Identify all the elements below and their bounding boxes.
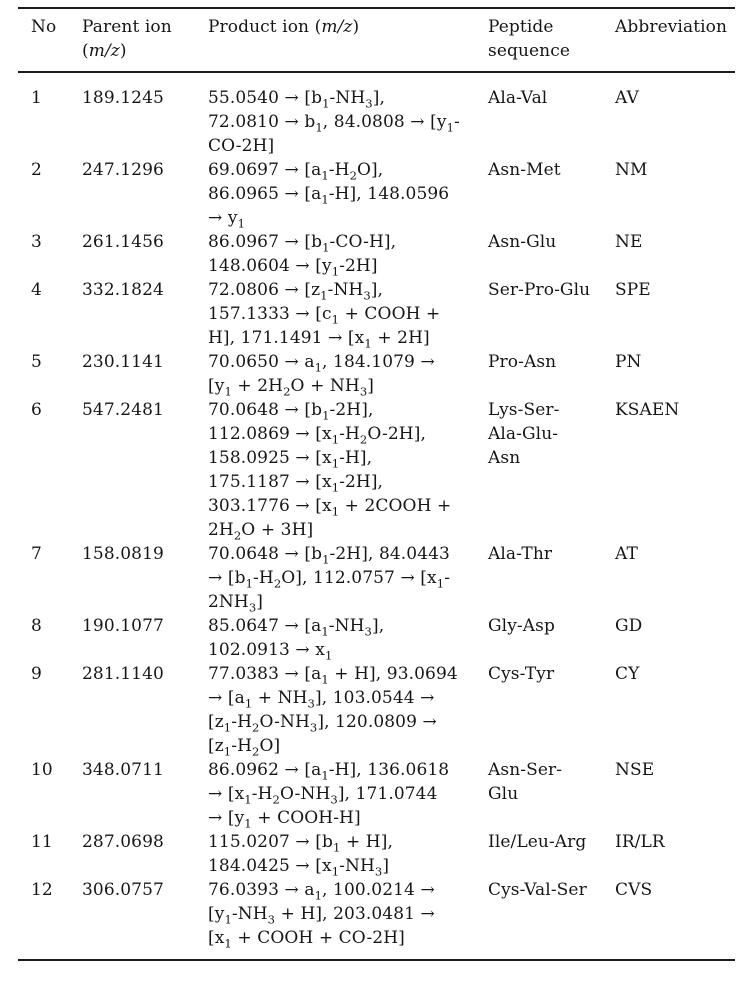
row-number-cell: 3 xyxy=(31,232,42,252)
table-header xyxy=(18,7,735,73)
table-row xyxy=(18,278,735,350)
col-header-abbreviation: Abbreviation xyxy=(615,17,728,37)
abbreviation-cell: AV xyxy=(615,88,639,108)
abbreviation-cell: NM xyxy=(615,160,648,180)
product-ion-cell: $70.0648 \to [b_1-2H]$, $112.0869 \to [x_1-H_2O-2H]$, $158.0925 \to [x_1-H]$, $175.1187 \to [x_1-2H]$, $303.1776 \to [x_1$ + 2COOH + $2H_2O + 3H$] xyxy=(208,400,452,543)
parent-ion-cell: 281.1140 xyxy=(82,664,164,684)
paren-close: ) xyxy=(119,41,127,61)
paren-open: ( xyxy=(314,17,322,37)
abbreviation-cell: GD xyxy=(615,616,643,636)
table-row xyxy=(18,230,735,278)
parent-ion-cell: 261.1456 xyxy=(82,232,164,252)
row-number-cell: 9 xyxy=(31,664,42,684)
col-header-product-ion xyxy=(208,15,488,39)
parent-ion-cell: 158.0819 xyxy=(82,544,164,564)
table-row xyxy=(18,350,735,398)
row-number-cell: 4 xyxy=(31,280,42,300)
product-ion-cell: $77.0383 \to [a_1 + H]$, 93.0694 → $[a_1 + NH_3]$, 103.0544 → $[z_1-H_2O-NH_3]$, 120.0809 → $[z_1-H_2O]$ xyxy=(208,664,458,759)
abbreviation-cell: NSE xyxy=(615,760,655,780)
peptide-sequence-cell: Lys-Ser- Ala-Glu- Asn xyxy=(488,400,560,468)
row-number-cell: 2 xyxy=(31,160,42,180)
peptide-sequence-cell: Ala-Thr xyxy=(488,544,553,564)
parent-ion-cell: 332.1824 xyxy=(82,280,164,300)
table-row xyxy=(18,398,735,542)
peptide-sequence-cell: Asn-Ser- Glu xyxy=(488,760,563,804)
product-ion-cell: $70.0648 \to [b_1-2H]$, 84.0443 → $[b_1-H_2O]$, $112.0757 \to [x_1-$ $2NH_3$] xyxy=(208,544,451,615)
parent-ion-header-label: Parent ion xyxy=(82,17,172,37)
product-ion-cell: $55.0540 \to [b_1-NH_3]$, $72.0810 \to b_1$, $84.0808 \to [y_1-$ CO-2H] xyxy=(208,88,460,156)
product-ion-cell: $76.0393 \to a_1$, 100.0214 → $[y_1-NH_3 + H]$, 203.0481 → [$x_1$ + COOH + CO-2H] xyxy=(208,880,435,951)
peptide-sequence-cell: Ser-Pro-Glu xyxy=(488,280,591,300)
abbreviation-cell: AT xyxy=(615,544,638,564)
abbreviation-cell: KSAEN xyxy=(615,400,680,420)
peptide-header-line2: sequence xyxy=(488,41,571,61)
col-header-peptide-sequence xyxy=(488,15,615,63)
row-number-cell: 7 xyxy=(31,544,42,564)
table-row xyxy=(18,542,735,614)
parent-ion-cell: 189.1245 xyxy=(82,88,164,108)
peptide-sequence-cell: Cys-Tyr xyxy=(488,664,555,684)
abbreviation-cell: PN xyxy=(615,352,642,372)
table-body xyxy=(18,73,735,961)
ms-fragmentation-table xyxy=(18,7,735,961)
peptide-header-line1: Peptide xyxy=(488,17,554,37)
abbreviation-cell: SPE xyxy=(615,280,651,300)
row-number-cell: 12 xyxy=(31,880,53,900)
row-number-cell: 6 xyxy=(31,400,42,420)
abbreviation-cell: NE xyxy=(615,232,643,252)
abbreviation-cell: IR/LR xyxy=(615,832,665,852)
parent-ion-cell: 547.2481 xyxy=(82,400,164,420)
table-row xyxy=(18,758,735,830)
peptide-sequence-cell: Ile/Leu-Arg xyxy=(488,832,587,852)
product-ion-header-label: Product ion xyxy=(208,17,310,37)
table-row xyxy=(18,158,735,230)
table-row xyxy=(18,830,735,878)
peptide-sequence-cell: Gly-Asp xyxy=(488,616,555,636)
row-number-cell: 10 xyxy=(31,760,53,780)
peptide-sequence-cell: Ala-Val xyxy=(488,88,548,108)
table-row xyxy=(18,86,735,158)
parent-ion-cell: 287.0698 xyxy=(82,832,164,852)
parent-ion-cell: 348.0711 xyxy=(82,760,164,780)
peptide-sequence-cell: Pro-Asn xyxy=(488,352,557,372)
row-number-cell: 11 xyxy=(31,832,53,852)
row-number-cell: 5 xyxy=(31,352,42,372)
col-header-parent-ion xyxy=(82,15,208,63)
row-number-cell: 8 xyxy=(31,616,42,636)
peptide-sequence-cell: Cys-Val-Ser xyxy=(488,880,587,900)
mz-italic-label: m/z xyxy=(321,17,353,37)
product-ion-cell: $72.0806 \to [z_1-NH_3]$, $157.1333 \to [c_1$ + COOH + H], $171.1491 \to [x_1 + 2H]$ xyxy=(208,280,441,351)
table-row xyxy=(18,614,735,662)
paren-open: ( xyxy=(82,41,89,61)
parent-ion-cell: 230.1141 xyxy=(82,352,164,372)
product-ion-cell: $69.0697 \to [a_1-H_2O]$, $86.0965 \to [a_1-H]$, 148.0596 → $y_1$ xyxy=(208,160,450,231)
parent-ion-cell: 306.0757 xyxy=(82,880,164,900)
row-number-cell: 1 xyxy=(31,88,42,108)
product-ion-cell: $85.0647 \to [a_1-NH_3]$, $102.0913 \to x_1$ xyxy=(208,616,385,663)
table-row xyxy=(18,662,735,758)
mz-italic-label: m/z xyxy=(88,41,120,61)
product-ion-cell: $86.0967 \to [b_1-CO-H]$, $148.0604 \to [y_1-2H]$ xyxy=(208,232,397,279)
peptide-sequence-cell: Asn-Glu xyxy=(488,232,557,252)
product-ion-cell: $115.0207 \to [b_1 + H]$, $184.0425 \to [x_1-NH_3]$ xyxy=(208,832,393,879)
table-row xyxy=(18,878,735,950)
col-header-no: No xyxy=(31,17,57,37)
peptide-sequence-cell: Asn-Met xyxy=(488,160,561,180)
parent-ion-cell: 190.1077 xyxy=(82,616,164,636)
paren-close: ) xyxy=(352,17,360,37)
product-ion-cell: $86.0962 \to [a_1-H]$, 136.0618 → $[x_1-H_2O-NH_3]$, 171.0744 → [$y_1$ + COOH-H] xyxy=(208,760,450,831)
product-ion-cell: $70.0650 \to a_1$, 184.1079 → $[y_1 + 2H_2O + NH_3]$ xyxy=(208,352,435,399)
abbreviation-cell: CY xyxy=(615,664,640,684)
abbreviation-cell: CVS xyxy=(615,880,653,900)
parent-ion-cell: 247.1296 xyxy=(82,160,164,180)
